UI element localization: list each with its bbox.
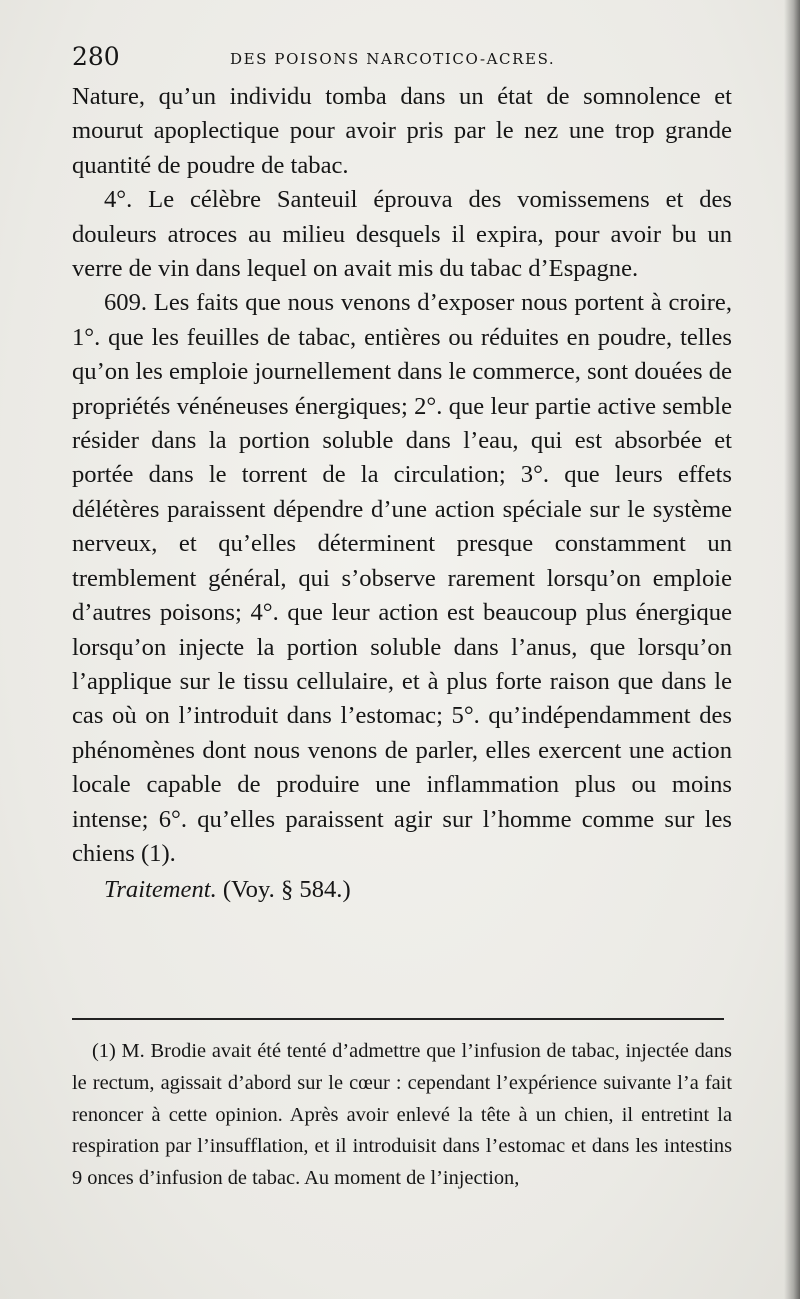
paragraph-santeuil: 4°. Le célèbre Santeuil éprouva des vomissemens et des douleurs atroces au milieu desquels il expira, pour avoir bu un verre de vin dans lequel on avait mis du tabac d’Espagne. bbox=[72, 186, 732, 283]
treatment-label: Traitement. bbox=[104, 876, 217, 904]
body-text bbox=[72, 80, 732, 908]
paragraph-609: 609. Les faits que nous venons d’exposer nous portent à croire, 1°. que les feuilles de tabac, entières ou réduites en poudre, telles qu’on les emploie journellement dans le commerce, sont douées de propriétés vénéneuses énergiques; 2°. que leur partie active semble résider dans la portion soluble dans l’eau, qui est absorbée et portée dans le torrent de la circulation; 3°. que leurs effets délétères paraissent dépendre d’une action spéciale sur le système nerveux, et qu’elles déterminent presque constamment un tremblement général, qui s’observe rarement lorsqu’on emploie d’autres poisons; 4°. que leur action est beaucoup plus énergique lorsqu’on injecte la portion soluble dans l’anus, que lorsqu’on l’applique sur le tissu cellulaire, et à plus forte raison que dans le cas où on l’introduit dans l’estomac; 5°. qu’indépendamment des phénomènes dont nous venons de parler, elles exercent une action locale capable de produire une inflammation plus ou moins intense; 6°. qu’elles paraissent agir sur l’homme comme sur les chiens (1). bbox=[72, 289, 732, 867]
page-number: 280 bbox=[72, 42, 120, 71]
treatment-reference: (Voy. § 584.) bbox=[222, 876, 351, 904]
running-head: DES POISONS NARCOTICO-ACRES. bbox=[230, 50, 556, 68]
footnote-rule bbox=[72, 1018, 724, 1020]
page-edge-shadow bbox=[784, 0, 800, 1299]
paragraph-continued: Nature, qu’un individu tomba dans un état de somnolence et mourut apoplectique pour avoir pris par le nez une trop grande quantité de poudre de tabac. bbox=[72, 83, 732, 179]
page-header bbox=[72, 42, 728, 78]
footnote bbox=[72, 1036, 732, 1195]
treatment-line bbox=[72, 873, 732, 907]
footnote-text: (1) M. Brodie avait été tenté d’admettre que l’infusion de tabac, injectée dans le rectum, agissait d’abord sur le cœur : cependant l’expérience suivante l’a fait renoncer à cette opinion. Après avoir enlevé la tête à un chien, il entretint la respiration par l’insufflation, et il introduisit dans l’estomac et dans les intestins 9 onces d’infusion de tabac. Au moment de l’injection, bbox=[72, 1040, 732, 1190]
